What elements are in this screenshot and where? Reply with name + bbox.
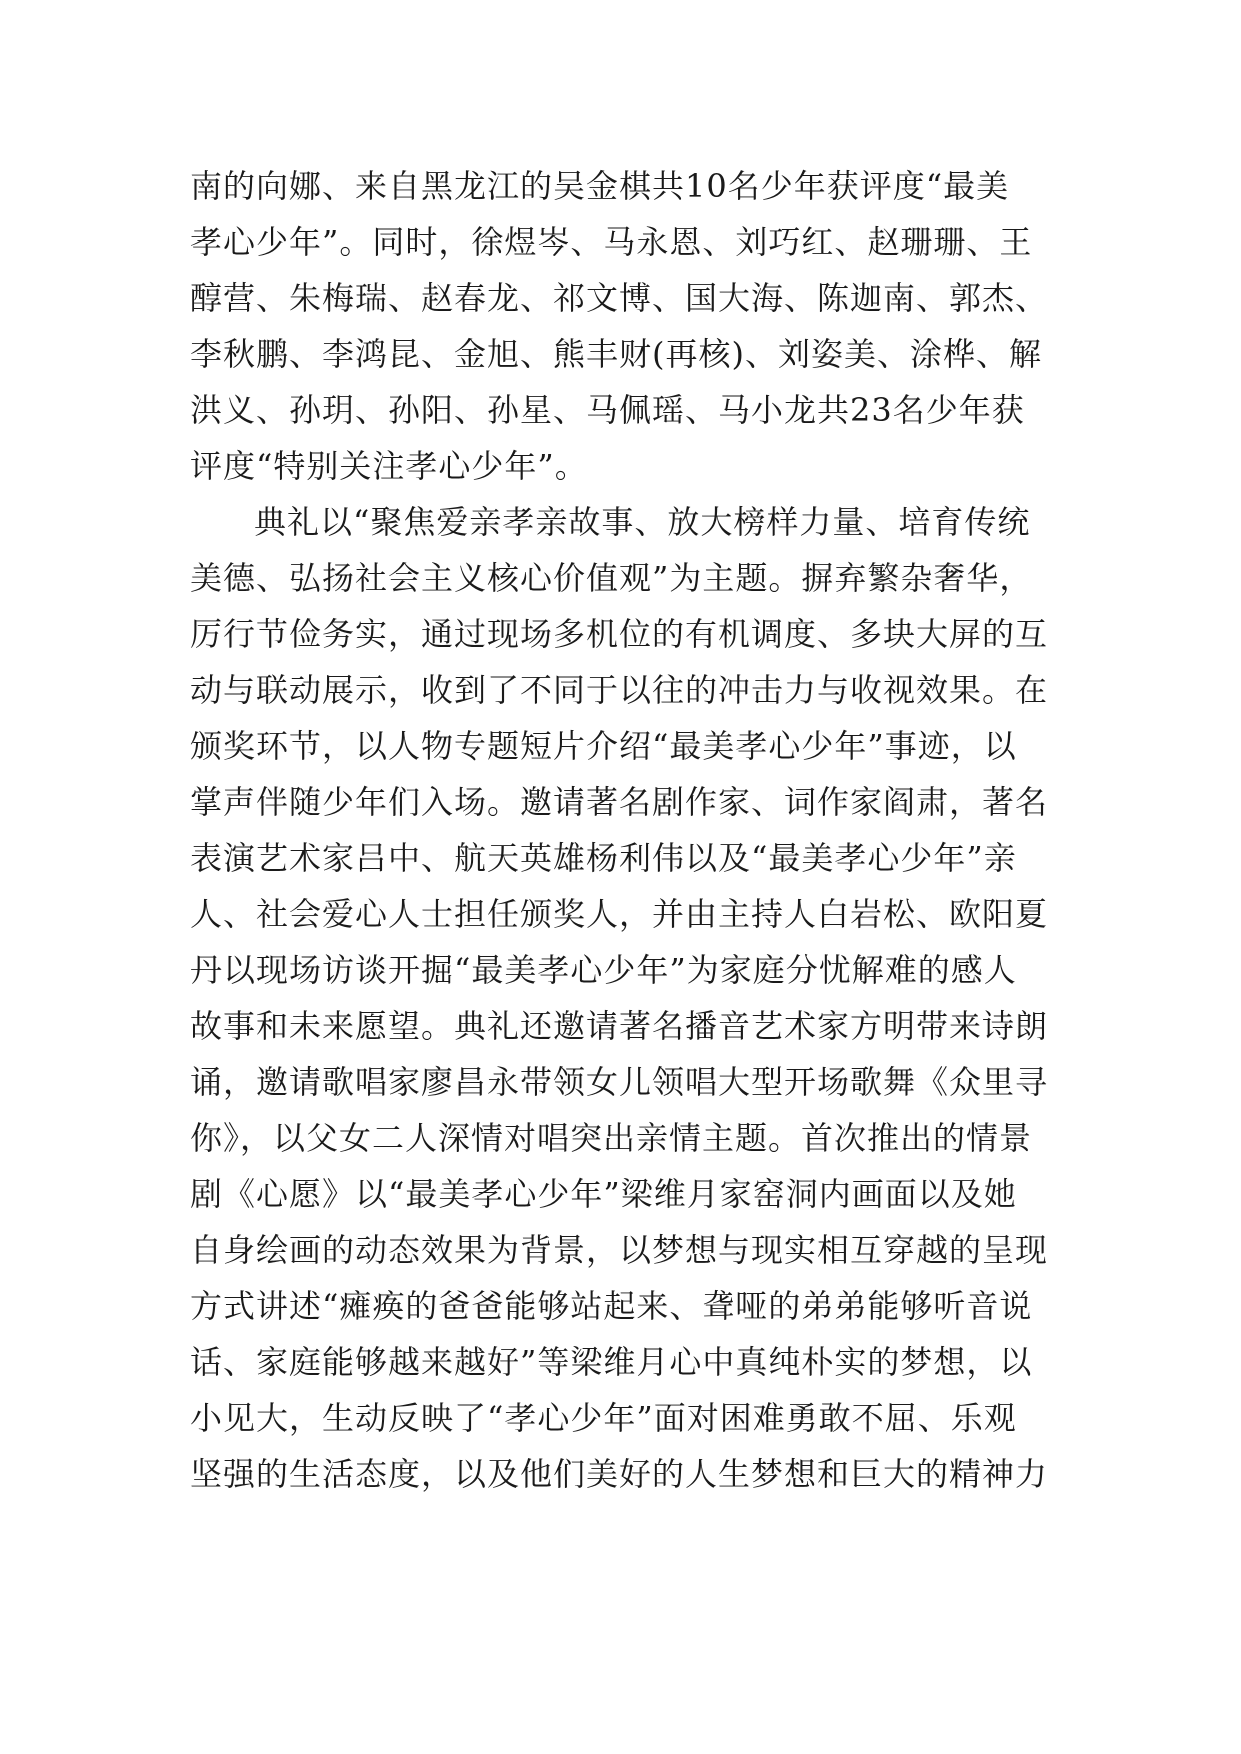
text-line: 方式讲述“瘫痪的爸爸能够站起来、聋哑的弟弟能够听音说 (190, 1287, 1033, 1325)
text-line: 你》，以父女二人深情对唱突出亲情主题。首次推出的情景 (190, 1119, 1033, 1157)
text-line: 掌声伴随少年们入场。邀请著名剧作家、词作家阎肃，著名 (190, 783, 1049, 821)
text-line: 洪义、孙玥、孙阳、孙星、马佩瑶、马小龙共23名少年获 (190, 391, 1025, 429)
text-line: 剧《心愿》以“最美孝心少年”梁维月家窑洞内画面以及她 (190, 1175, 1017, 1213)
paragraph-2 (190, 494, 1050, 1502)
text-line: 表演艺术家吕中、航天英雄杨利伟以及“最美孝心少年”亲 (190, 839, 1017, 877)
text-line: 话、家庭能够越来越好”等梁维月心中真纯朴实的梦想，以 (190, 1343, 1033, 1381)
text-line: 故事和未来愿望。典礼还邀请著名播音艺术家方明带来诗朗 (190, 1007, 1049, 1045)
text-line: 南的向娜、来自黑龙江的吴金棋共10名少年获评度“最美 (190, 167, 1010, 205)
text-line: 小见大，生动反映了“孝心少年”面对困难勇敢不屈、乐观 (190, 1399, 1017, 1437)
body-text (190, 158, 1050, 1502)
text-line: 动与联动展示，收到了不同于以往的冲击力与收视效果。在 (190, 671, 1049, 709)
text-line: 醇营、朱梅瑞、赵春龙、祁文博、国大海、陈迦南、郭杰、 (190, 279, 1049, 317)
text-line: 厉行节俭务实，通过现场多机位的有机调度、多块大屏的互 (190, 615, 1049, 653)
text-line: 评度“特别关注孝心少年”。 (190, 447, 588, 485)
text-line: 美德、弘扬社会主义核心价值观”为主题。摒弃繁杂奢华， (190, 559, 1033, 597)
text-line: 李秋鹏、李鸿昆、金旭、熊丰财(再核)、刘姿美、涂桦、解 (190, 335, 1042, 373)
text-line: 颁奖环节，以人物专题短片介绍“最美孝心少年”事迹，以 (190, 727, 1017, 765)
text-line: 坚强的生活态度，以及他们美好的人生梦想和巨大的精神力 (190, 1455, 1049, 1493)
text-line: 诵，邀请歌唱家廖昌永带领女儿领唱大型开场歌舞《众里寻 (190, 1063, 1049, 1101)
text-line: 孝心少年”。同时，徐煜岑、马永恩、刘巧红、赵珊珊、王 (190, 223, 1033, 261)
text-line: 典礼以“聚焦爱亲孝亲故事、放大榜样力量、培育传统 (254, 503, 1031, 541)
text-line: 丹以现场访谈开掘“最美孝心少年”为家庭分忧解难的感人 (190, 951, 1017, 989)
text-line: 自身绘画的动态效果为背景，以梦想与现实相互穿越的呈现 (190, 1231, 1049, 1269)
paragraph-1 (190, 158, 1050, 494)
text-line: 人、社会爱心人士担任颁奖人，并由主持人白岩松、欧阳夏 (190, 895, 1049, 933)
